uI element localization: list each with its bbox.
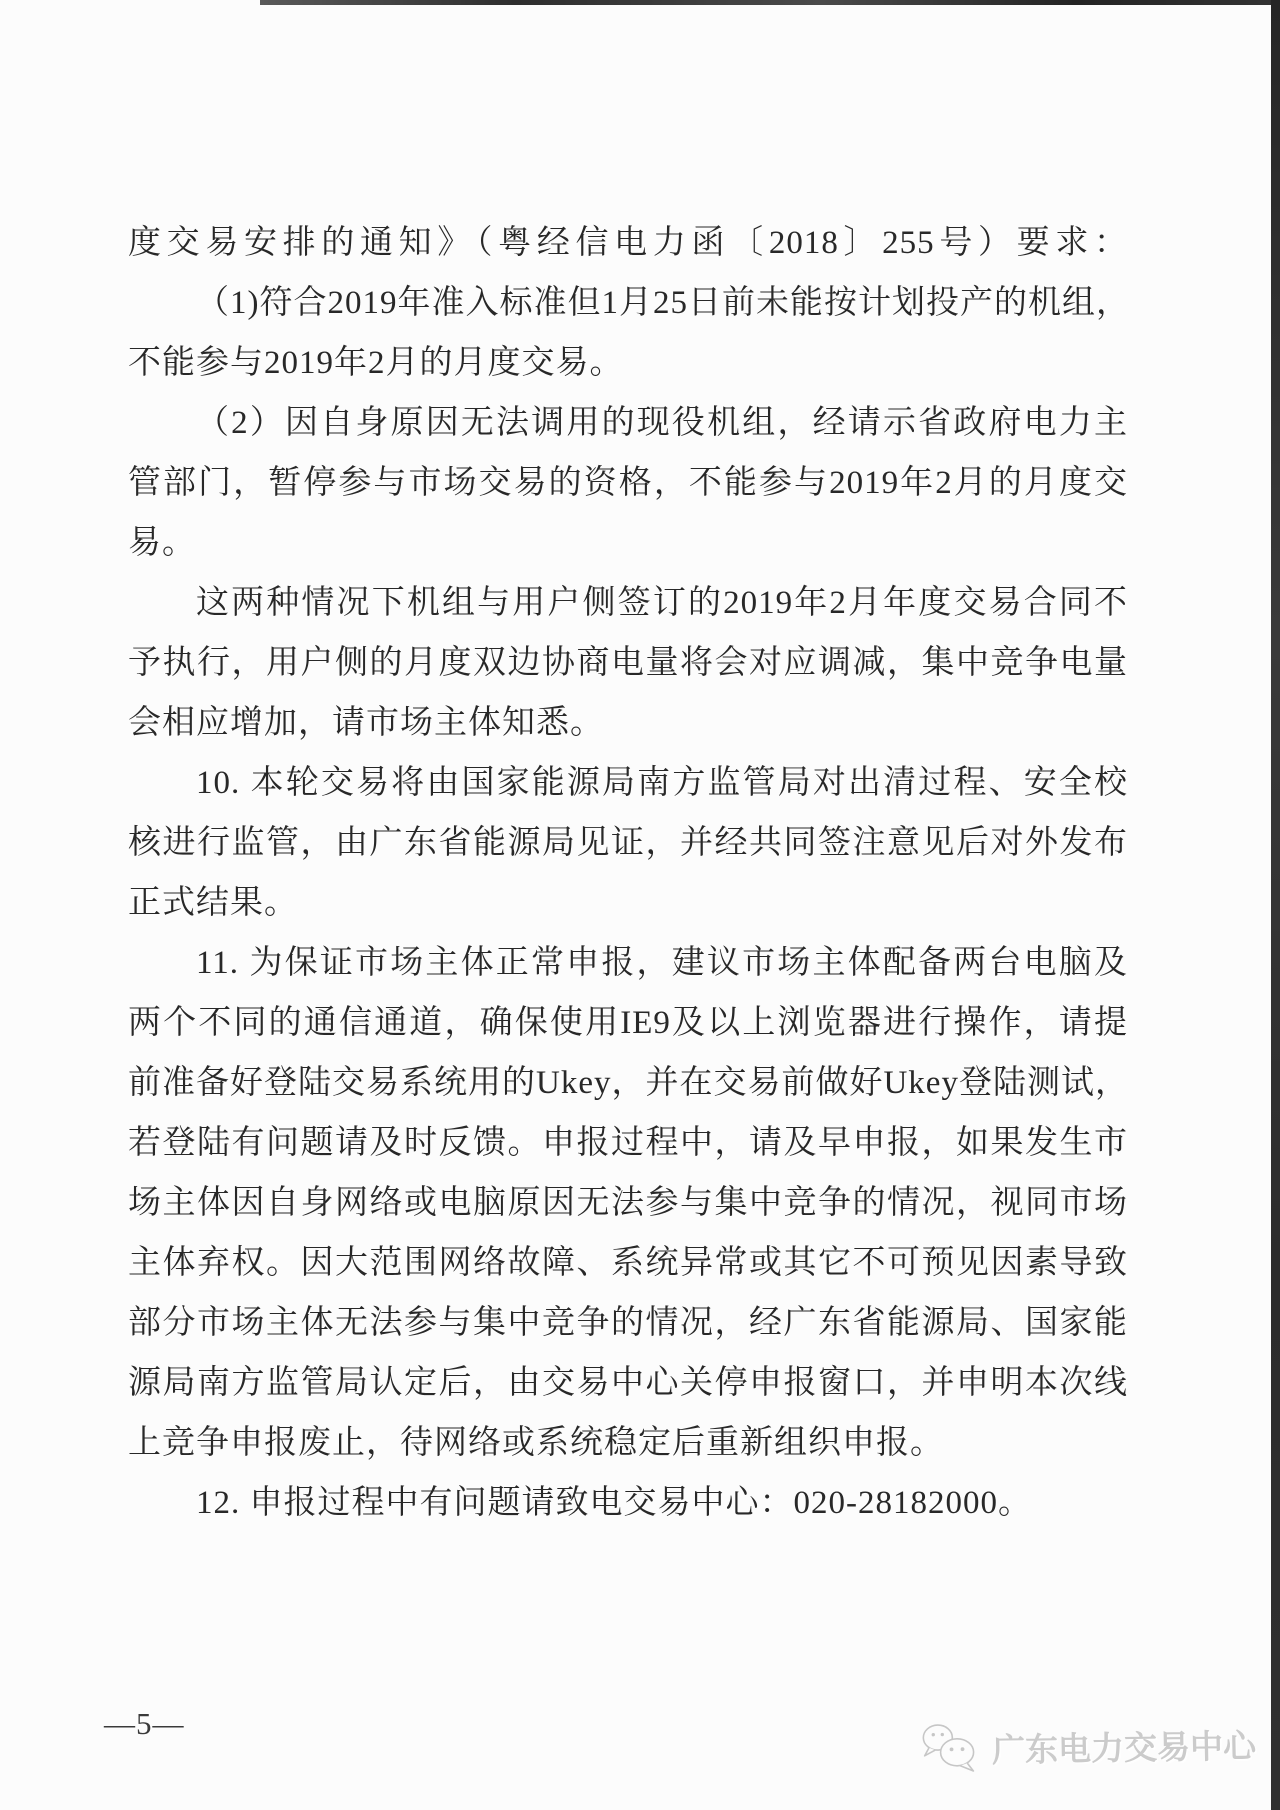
text-line: 不能参与2019年2月的月度交易。 [128,345,624,381]
watermark [918,1717,1257,1775]
text-line: 上竞争申报废止，待网络或系统稳定后重新组织申报。 [128,1425,944,1461]
text-line: 11. 为保证市场主体正常申报，建议市场主体配备两台电脑及 [196,945,1128,981]
text-line: 主体弃权。因大范围网络故障、系统异常或其它不可预见因素导致 [128,1245,1128,1281]
text-line: 核进行监管，由广东省能源局见证，并经共同签注意见后对外发布 [128,825,1128,861]
text-line: 会相应增加，请市场主体知悉。 [128,705,604,741]
text-line: 这两种情况下机组与用户侧签订的2019年2月年度交易合同不 [196,585,1128,621]
scan-edge-right [1271,0,1280,1810]
text-line: 易。 [128,525,196,561]
text-line: （1)符合2019年准入标准但1月25日前未能按计划投产的机组， [196,285,1130,321]
text-line: 10. 本轮交易将由国家能源局南方监管局对出清过程、安全校 [196,765,1128,801]
text-line: 若登陆有问题请及时反馈。申报过程中，请及早申报，如果发生市 [128,1125,1128,1161]
text-line: 正式结果。 [128,885,298,921]
watermark-label: 广东电力交易中心 [991,1726,1257,1769]
text-line: 源局南方监管局认定后，由交易中心关停申报窗口，并申明本次线 [128,1365,1128,1401]
document-body [128,213,1128,1533]
text-line: 管部门，暂停参与市场交易的资格，不能参与2019年2月的月度交 [128,465,1128,501]
text-line: 度交易安排的通知》（粤经信电力函〔2018〕255号）要求： [128,225,1128,261]
scan-edge-top [260,0,1280,5]
text-line: 两个不同的通信通道，确保使用IE9及以上浏览器进行操作，请提 [128,1005,1128,1041]
wechat-icon [918,1722,981,1775]
text-line: 部分市场主体无法参与集中竞争的情况，经广东省能源局、国家能 [128,1305,1128,1341]
page-number: —5— [104,1706,185,1741]
text-line: 前准备好登陆交易系统用的Ukey，并在交易前做好Ukey登陆测试， [128,1065,1129,1101]
text-line: 予执行，用户侧的月度双边协商电量将会对应调减，集中竞争电量 [128,645,1128,681]
text-line: （2）因自身原因无法调用的现役机组，经请示省政府电力主 [196,405,1128,441]
text-line: 场主体因自身网络或电脑原因无法参与集中竞争的情况，视同市场 [128,1185,1128,1221]
text-line: 12. 申报过程中有问题请致电交易中心：020-28182000。 [196,1485,1032,1521]
